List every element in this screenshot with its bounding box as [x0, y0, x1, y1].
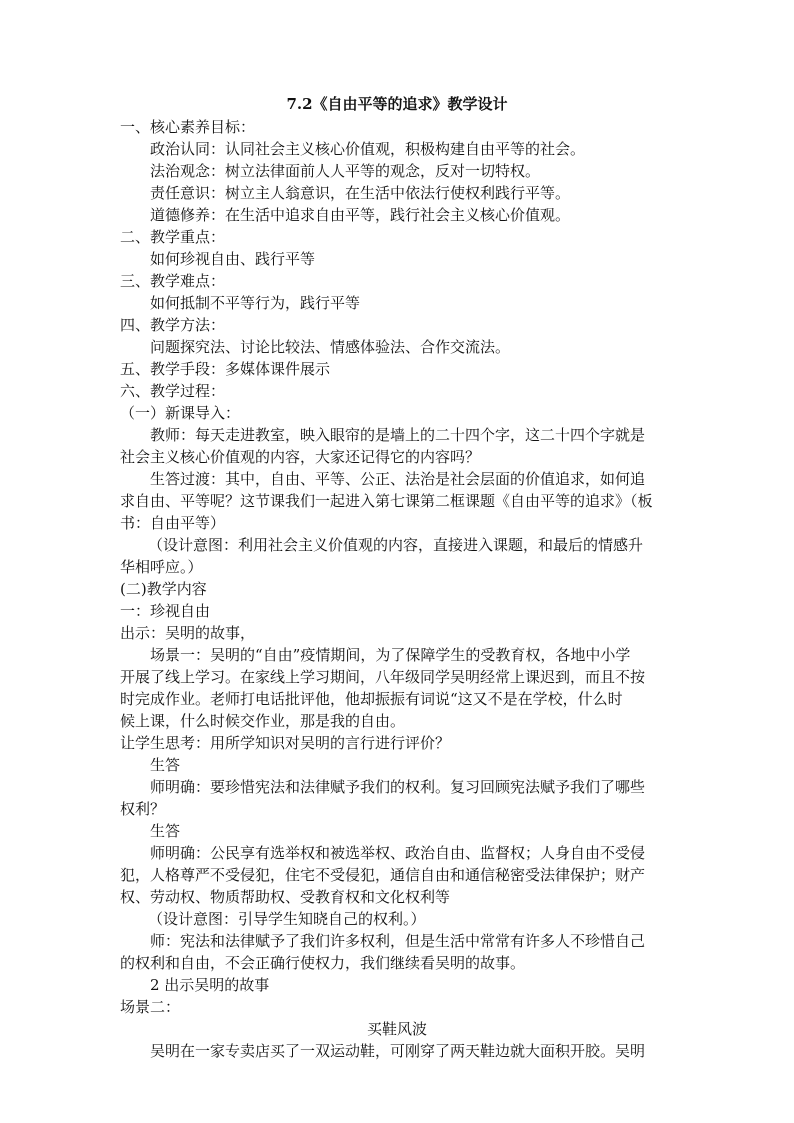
paragraph-line: 书：自由平等）: [120, 514, 226, 532]
document-title: 7.2《自由平等的追求》教学设计: [286, 95, 508, 113]
goal-line: 道德修养：在生活中追求自由平等，践行社会主义核心价值观。: [150, 206, 571, 224]
paragraph-line: 时完成作业。老师打电话批评他，他却振振有词说“这又不是在学校，什么时: [120, 690, 623, 708]
paragraph-line: 社会主义核心价值观的内容，大家还记得它的内容吗？: [120, 448, 481, 466]
paragraph-line: 权、劳动权、物质帮助权、受教育权和文化权利等: [120, 888, 451, 906]
paragraph-line: 问题探究法、讨论比较法、情感体验法、合作交流法。: [150, 338, 511, 356]
paragraph-line: 生答过渡：其中，自由、平等、公正、法治是社会层面的价值追求，如何追: [150, 470, 646, 488]
paragraph-line: 吴明在一家专卖店买了一双运动鞋，可刚穿了两天鞋边就大面积开胶。吴明: [150, 1042, 646, 1060]
paragraph-line: 如何抵制不平等行为，践行平等: [150, 294, 361, 312]
paragraph-line: 2 出示吴明的故事: [150, 976, 270, 994]
goal-line: 责任意识：树立主人翁意识，在生活中依法行使权利践行平等。: [150, 184, 571, 202]
paragraph-line: 场景一：吴明的“自由”疫情期间，为了保障学生的受教育权，各地中小学: [150, 646, 631, 664]
paragraph-line: （设计意图：利用社会主义价值观的内容，直接进入课题，和最后的情感升: [148, 536, 644, 554]
section-heading: 四、教学方法：: [120, 316, 226, 334]
section-heading: 五、教学手段：多媒体课件展示: [120, 360, 331, 378]
paragraph-line: 师：宪法和法律赋予了我们许多权利，但是生活中常常有许多人不珍惜自己: [150, 932, 646, 950]
section-heading: 一、核心素养目标：: [120, 118, 256, 136]
subsection-heading: (二)教学内容: [120, 580, 207, 598]
paragraph-line: 权利？: [120, 800, 166, 818]
paragraph-line: 华相呼应。）: [120, 558, 203, 576]
paragraph-line: 候上课，什么时候交作业，那是我的自由。: [120, 712, 406, 730]
paragraph-line: 的权利和自由，不会正确行使权力，我们继续看吴明的故事。: [120, 954, 526, 972]
paragraph-line: 教师：每天走进教室，映入眼帘的是墙上的二十四个字，这二十四个字就是: [150, 426, 646, 444]
paragraph-line: 如何珍视自由、践行平等: [150, 250, 316, 268]
section-heading: 二、教学重点：: [120, 228, 226, 246]
goal-line: 法治观念：树立法律面前人人平等的观念，反对一切特权。: [150, 162, 541, 180]
paragraph-line: 师明确：要珍惜宪法和法律赋予我们的权利。复习回顾宪法赋予我们了哪些: [150, 778, 646, 796]
paragraph-line: （设计意图：引导学生知晓自己的权利。）: [148, 910, 426, 928]
paragraph-line: 生答: [150, 822, 181, 840]
paragraph-line: 师明确：公民享有选举权和被选举权、政治自由、监督权；人身自由不受侵: [150, 844, 646, 862]
section-heading: 三、教学难点：: [120, 272, 226, 290]
paragraph-line: 开展了线上学习。在家线上学习期间，八年级同学吴明经常上课迟到，而且不按: [120, 668, 646, 686]
paragraph-line: 犯，人格尊严不受侵犯，住宅不受侵犯，通信自由和通信秘密受法律保护；财产: [120, 866, 646, 884]
goal-line: 政治认同：认同社会主义核心价值观，积极构建自由平等的社会。: [150, 140, 586, 158]
section-heading: 六、教学过程：: [120, 382, 226, 400]
subsection-heading: （一）新课导入：: [120, 404, 241, 422]
story-title: 买鞋风波: [366, 1020, 427, 1038]
paragraph-line: 求自由、平等呢？这节课我们一起进入第七课第二框课题《自由平等的追求》（板: [120, 492, 653, 510]
paragraph-line: 出示：吴明的故事，: [120, 624, 256, 642]
paragraph-line: 场景二：: [120, 998, 181, 1016]
paragraph-line: 让学生思考：用所学知识对吴明的言行进行评价？: [120, 734, 451, 752]
subsection-heading: 一：珍视自由: [120, 602, 211, 620]
paragraph-line: 生答: [150, 756, 181, 774]
